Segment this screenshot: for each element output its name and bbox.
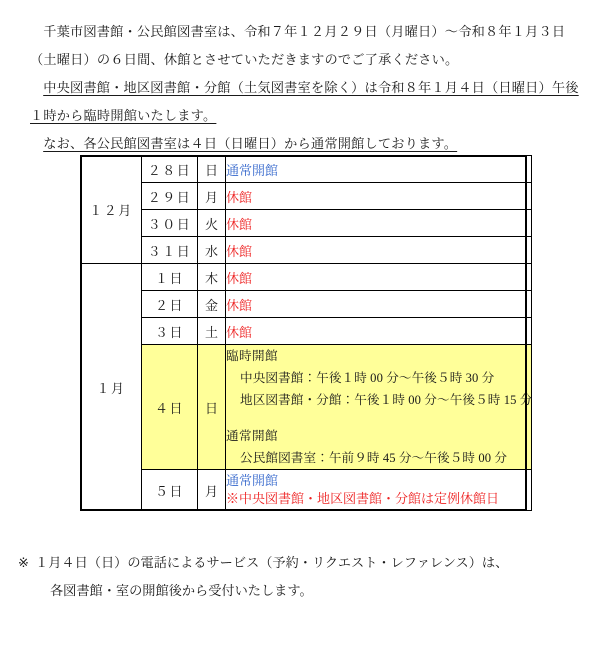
hours-block-temporary — [226, 345, 531, 411]
hours-title-temporary: 臨時開館 — [226, 349, 278, 363]
cell-day: ３１日 — [142, 237, 198, 264]
notice-paragraph-1-text: 千葉市図書館・公民館図書室は、令和７年１２月２９日（月曜日）～令和８年１月３日（土曜日）の６日間、休館とさせていただきますのでご了承ください。 — [30, 24, 566, 67]
cell-status — [226, 291, 532, 318]
table-row-last — [81, 470, 532, 511]
status-regular-closure-note: ※中央図書館・地区図書館・分館は定例休館日 — [226, 491, 500, 506]
hours-line-district: 地区図書館・分館：午後１時 00 分～午後５時 15 分 — [240, 393, 533, 407]
schedule-table — [80, 155, 532, 511]
status-open-label: 通常開館 — [226, 473, 279, 488]
status-open-label: 通常開館 — [226, 162, 279, 178]
table-row — [81, 291, 532, 318]
notice-paragraph-2 — [30, 74, 586, 130]
hours-line-community: 公民館図書室：午前９時 45 分～午後５時 00 分 — [240, 451, 508, 465]
table-row-special — [81, 345, 532, 470]
cell-dayofweek: 火 — [198, 210, 226, 237]
cell-day: １日 — [142, 264, 198, 291]
cell-status — [226, 237, 532, 264]
cell-status — [226, 318, 532, 345]
cell-dayofweek: 金 — [198, 291, 226, 318]
intro-paragraphs — [30, 18, 586, 158]
table-row — [81, 183, 532, 210]
cell-status — [226, 183, 532, 210]
cell-status — [226, 264, 532, 291]
status-stack — [226, 470, 531, 510]
cell-day: ３日 — [142, 318, 198, 345]
table-row — [81, 210, 532, 237]
cell-status — [226, 470, 532, 511]
cell-day: ２日 — [142, 291, 198, 318]
status-closed-label: 休館 — [226, 297, 253, 313]
table-row — [81, 237, 532, 264]
footnote-mark: ※ — [18, 555, 30, 570]
schedule-table-wrapper — [80, 155, 533, 511]
cell-dayofweek: 土 — [198, 318, 226, 345]
cell-dayofweek: 月 — [198, 183, 226, 210]
cell-month: １月 — [81, 264, 142, 511]
cell-dayofweek: 日 — [198, 156, 226, 183]
table-row — [81, 264, 532, 291]
hours-block-normal — [226, 425, 531, 469]
footnote — [18, 549, 588, 605]
cell-day: ３０日 — [142, 210, 198, 237]
footnote-line-1-text: １月４日（日）の電話によるサービス（予約・リクエスト・レファレンス）は、 — [35, 555, 509, 570]
cell-dayofweek: 木 — [198, 264, 226, 291]
notice-paragraph-1 — [30, 18, 586, 74]
cell-hours-detail — [226, 345, 532, 470]
hours-line-central: 中央図書館：午後１時 00 分～午後５時 30 分 — [240, 371, 495, 385]
status-closed-label: 休館 — [226, 243, 253, 259]
cell-day: ４日 — [142, 345, 198, 470]
hours-title-normal: 通常開館 — [226, 429, 278, 443]
cell-month: １２月 — [81, 156, 142, 264]
cell-dayofweek: 月 — [198, 470, 226, 511]
footnote-line-2: 各図書館・室の開館後から受付いたします。 — [50, 583, 313, 598]
footnote-line-1 — [18, 549, 588, 577]
status-closed-label: 休館 — [226, 189, 253, 205]
status-closed-label: 休館 — [226, 324, 253, 340]
cell-day: ２８日 — [142, 156, 198, 183]
status-closed-label: 休館 — [226, 270, 253, 286]
cell-status — [226, 210, 532, 237]
hours-block-spacer — [226, 411, 531, 425]
cell-dayofweek: 水 — [198, 237, 226, 264]
cell-day: ２９日 — [142, 183, 198, 210]
cell-status — [226, 156, 532, 183]
cell-dayofweek: 日 — [198, 345, 226, 470]
table-row — [81, 318, 532, 345]
notice-paragraph-3-text: なお、各公民館図書室は４日（日曜日）から通常開館しております。 — [43, 136, 458, 151]
cell-day: ５日 — [142, 470, 198, 511]
notice-paragraph-2-text: 中央図書館・地区図書館・分館（土気図書室を除く）は令和８年１月４日（日曜日）午後１時から臨時開館いたします。 — [30, 80, 579, 123]
notice-paragraph-3 — [30, 130, 586, 158]
table-row — [81, 156, 532, 183]
status-closed-label: 休館 — [226, 216, 253, 232]
